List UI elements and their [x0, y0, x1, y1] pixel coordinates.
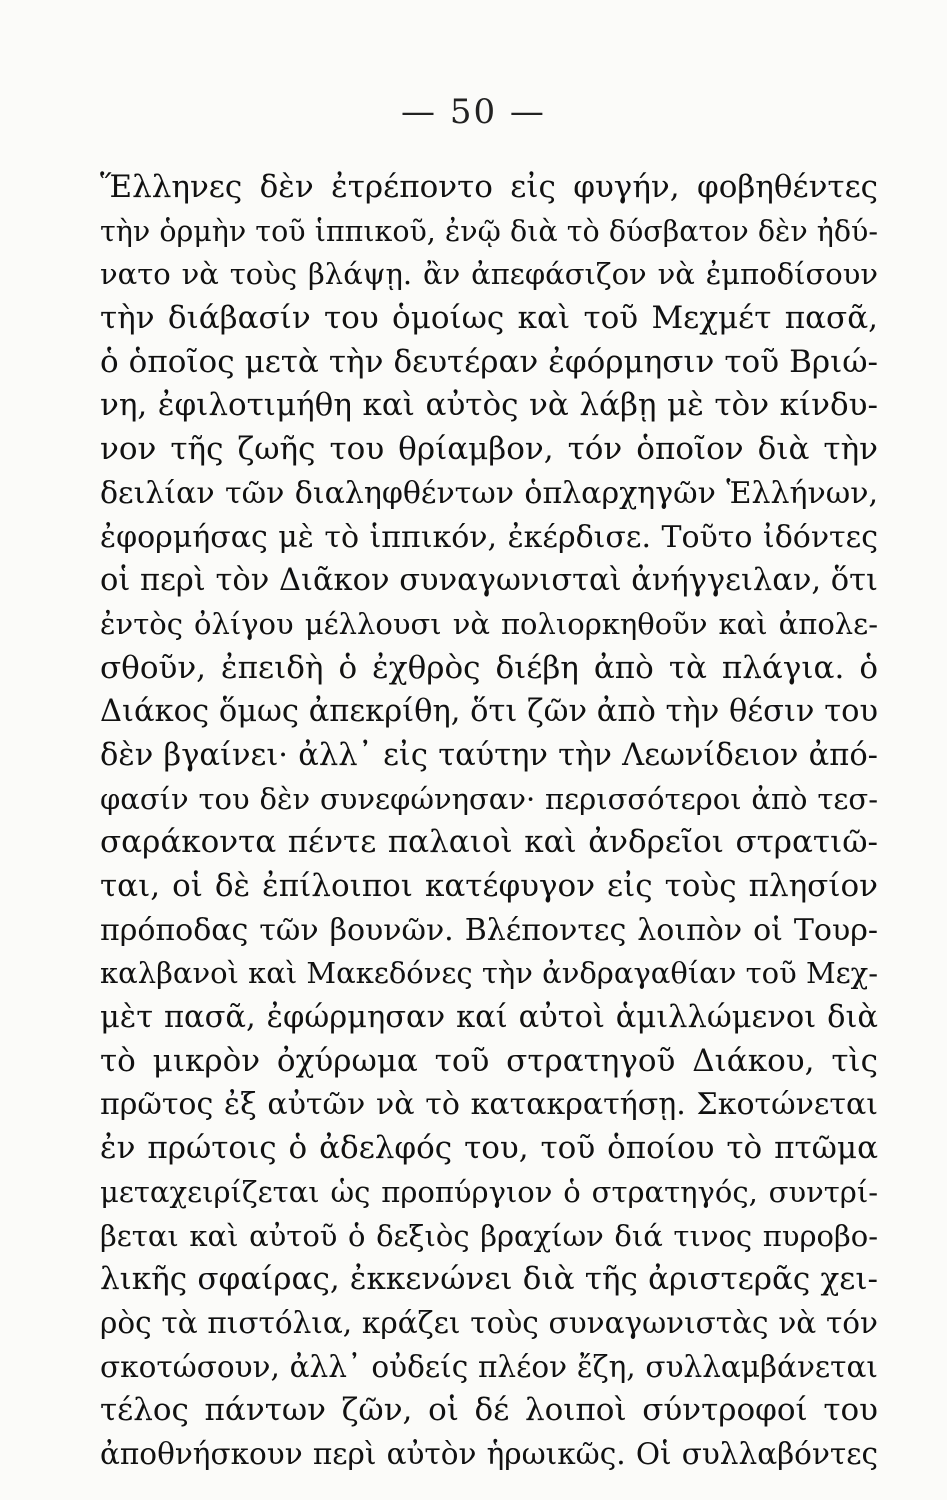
text-line: φασίν του δὲν συνεφώνησαν· περισσότεροι ἀπὸ τεσ-: [100, 781, 878, 816]
text-line: ὁ ὁποῖος μετὰ τὴν δευτέραν ἐφόρμησιν τοῦ Βριώ-: [100, 343, 878, 380]
body-text: [100, 166, 878, 1477]
text-line: οἱ περὶ τὸν Διᾶκον συναγωνισταὶ ἀνήγγειλαν, ὅτι: [100, 563, 878, 599]
text-line: μὲτ πασᾶ, ἐφώρμησαν καί αὐτοὶ ἁμιλλώμενοι διὰ: [100, 1000, 878, 1036]
text-line: νατο νὰ τοὺς βλάψῃ. ἂν ἀπεφάσιζον νὰ ἐμποδίσουν: [100, 257, 878, 292]
text-line: τὴν ὁρμὴν τοῦ ἱππικοῦ, ἐνῷ διὰ τὸ δύσβατον δὲν ἠδύ-: [100, 214, 878, 248]
text-line: πρόποδας τῶν βουνῶν. Βλέποντες λοιπὸν οἱ Τουρ-: [100, 912, 878, 948]
text-line: ἐφορμήσας μὲ τὸ ἱππικόν, ἐκέρδισε. Τοῦτο ἰδόντες: [100, 519, 878, 555]
text-line: μεταχειρίζεται ὡς προπύργιον ὁ στρατηγός, συντρί-: [100, 1174, 878, 1209]
text-line: ται, οἱ δὲ ἐπίλοιποι κατέφυγον εἰς τοὺς πλησίον: [100, 868, 878, 904]
text-line: Ἕλληνες δὲν ἐτρέποντο εἰς φυγήν, φοβηθέντες: [100, 169, 878, 205]
text-line: ἐντὸς ὀλίγου μέλλουσι νὰ πολιορκηθοῦν καὶ ἀπολε-: [100, 606, 878, 641]
page-number: — 50 —: [401, 92, 546, 132]
text-line: καλβανοὶ καὶ Μακεδόνες τὴν ἀνδραγαθίαν τοῦ Μεχ-: [100, 956, 878, 991]
text-line: πρῶτος ἐξ αὐτῶν νὰ τὸ κατακρατήσῃ. Σκοτώνεται: [100, 1087, 878, 1123]
text-line: δὲν βγαίνει· ἀλλ᾽ εἰς ταύτην τὴν Λεωνίδειον ἀπό-: [100, 737, 878, 773]
text-line: βεται καὶ αὐτοῦ ὁ δεξιὸς βραχίων διά τινος πυροβο-: [100, 1218, 878, 1253]
text-line: τὸ μικρὸν ὀχύρωμα τοῦ στρατηγοῦ Διάκου, τὶς: [100, 1042, 878, 1079]
text-line: λικῆς σφαίρας, ἐκκενώνει διὰ τῆς ἀριστερᾶς χει-: [100, 1261, 878, 1298]
text-line: τὴν διάβασίν του ὁμοίως καὶ τοῦ Μεχμέτ πασᾶ,: [100, 300, 878, 337]
text-line: Διάκος ὅμως ἀπεκρίθη, ὅτι ζῶν ἀπὸ τὴν θέσιν του: [100, 694, 878, 730]
text-line: ἐν πρώτοις ὁ ἀδελφός του, τοῦ ὁποίου τὸ πτῶμα: [100, 1130, 878, 1167]
text-line: σθοῦν, ἐπειδὴ ὁ ἐχθρὸς διέβη ἀπὸ τὰ πλάγια. ὁ: [100, 649, 878, 686]
text-line: ρὸς τὰ πιστόλια, κράζει τοὺς συναγωνιστὰς νὰ τόν: [100, 1305, 878, 1340]
text-line: νον τῆς ζωῆς του θρίαμβον, τόν ὁποῖον διὰ τὴν: [100, 431, 878, 468]
text-line: ἀποθνήσκουν περὶ αὐτὸν ἡρωικῶς. Οἱ συλλαβόντες: [100, 1436, 878, 1471]
text-line: σαράκοντα πέντε παλαιοὶ καὶ ἀνδρεῖοι στρατιῶ-: [100, 824, 878, 861]
text-line: νη, ἐφιλοτιμήθη καὶ αὐτὸς νὰ λάβῃ μὲ τὸν κίνδυ-: [100, 387, 878, 424]
text-line: τέλος πάντων ζῶν, οἱ δέ λοιποὶ σύντροφοί του: [100, 1392, 878, 1429]
text-line: δειλίαν τῶν διαληφθέντων ὁπλαρχηγῶν Ἑλλήνων,: [100, 475, 878, 511]
text-line: σκοτώσουν, ἀλλ᾽ οὐδείς πλέον ἔζη, συλλαμβάνεται: [100, 1349, 878, 1384]
